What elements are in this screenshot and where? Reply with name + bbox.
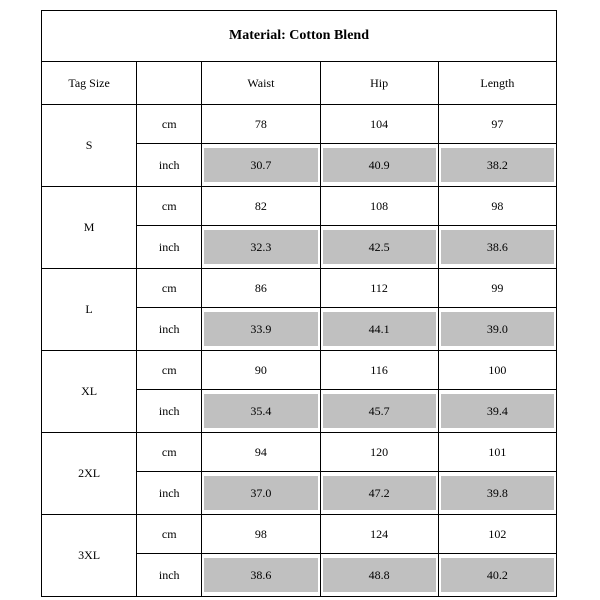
unit-cm-cell: cm xyxy=(137,105,202,144)
length-inch-cell xyxy=(438,554,556,597)
waist-inch-value: 37.0 xyxy=(204,476,317,510)
length-cm-value: 101 xyxy=(438,433,556,472)
waist-inch-value: 38.6 xyxy=(204,558,317,592)
tag-size-cell: XL xyxy=(42,351,137,433)
tag-size-cell: 2XL xyxy=(42,433,137,515)
length-inch-cell xyxy=(438,144,556,187)
hip-inch-value: 45.7 xyxy=(323,394,436,428)
unit-cm-cell: cm xyxy=(137,515,202,554)
waist-inch-cell xyxy=(202,390,320,433)
unit-inch-cell: inch xyxy=(137,308,202,351)
tag-size-cell: S xyxy=(42,105,137,187)
hip-inch-cell xyxy=(320,144,438,187)
header-length: Length xyxy=(438,62,556,105)
size-row-cm xyxy=(42,105,557,144)
hip-inch-value: 42.5 xyxy=(323,230,436,264)
unit-inch-cell: inch xyxy=(137,226,202,269)
hip-cm-value: 124 xyxy=(320,515,438,554)
hip-cm-value: 108 xyxy=(320,187,438,226)
waist-inch-cell xyxy=(202,144,320,187)
length-cm-value: 99 xyxy=(438,269,556,308)
length-cm-value: 97 xyxy=(438,105,556,144)
hip-inch-cell xyxy=(320,554,438,597)
waist-inch-cell xyxy=(202,472,320,515)
length-cm-value: 102 xyxy=(438,515,556,554)
tag-size-cell: 3XL xyxy=(42,515,137,597)
length-inch-value: 39.8 xyxy=(441,476,554,510)
length-inch-value: 40.2 xyxy=(441,558,554,592)
size-row-cm xyxy=(42,433,557,472)
hip-inch-cell xyxy=(320,472,438,515)
hip-cm-value: 112 xyxy=(320,269,438,308)
unit-inch-cell: inch xyxy=(137,472,202,515)
hip-cm-value: 104 xyxy=(320,105,438,144)
unit-inch-cell: inch xyxy=(137,554,202,597)
tag-size-cell: M xyxy=(42,187,137,269)
header-tag-size: Tag Size xyxy=(42,62,137,105)
waist-cm-value: 78 xyxy=(202,105,320,144)
hip-inch-cell xyxy=(320,226,438,269)
hip-inch-cell xyxy=(320,308,438,351)
length-inch-value: 38.6 xyxy=(441,230,554,264)
hip-cm-value: 116 xyxy=(320,351,438,390)
waist-cm-value: 82 xyxy=(202,187,320,226)
hip-cm-value: 120 xyxy=(320,433,438,472)
hip-inch-cell xyxy=(320,390,438,433)
waist-inch-value: 32.3 xyxy=(204,230,317,264)
length-inch-cell xyxy=(438,226,556,269)
waist-inch-value: 35.4 xyxy=(204,394,317,428)
table-title: Material: Cotton Blend xyxy=(42,11,557,62)
waist-cm-value: 86 xyxy=(202,269,320,308)
waist-cm-value: 98 xyxy=(202,515,320,554)
length-cm-value: 100 xyxy=(438,351,556,390)
unit-inch-cell: inch xyxy=(137,390,202,433)
waist-cm-value: 94 xyxy=(202,433,320,472)
unit-cm-cell: cm xyxy=(137,269,202,308)
header-waist: Waist xyxy=(202,62,320,105)
waist-inch-cell xyxy=(202,308,320,351)
length-inch-value: 39.0 xyxy=(441,312,554,346)
unit-cm-cell: cm xyxy=(137,351,202,390)
hip-inch-value: 44.1 xyxy=(323,312,436,346)
unit-cm-cell: cm xyxy=(137,433,202,472)
length-inch-cell xyxy=(438,390,556,433)
waist-cm-value: 90 xyxy=(202,351,320,390)
size-chart-table xyxy=(41,10,557,597)
size-row-cm xyxy=(42,351,557,390)
header-hip: Hip xyxy=(320,62,438,105)
waist-inch-value: 30.7 xyxy=(204,148,317,182)
length-inch-cell xyxy=(438,308,556,351)
hip-inch-value: 48.8 xyxy=(323,558,436,592)
size-row-cm xyxy=(42,515,557,554)
length-inch-value: 39.4 xyxy=(441,394,554,428)
title-row xyxy=(42,11,557,62)
waist-inch-value: 33.9 xyxy=(204,312,317,346)
length-inch-cell xyxy=(438,472,556,515)
tag-size-cell: L xyxy=(42,269,137,351)
header-row xyxy=(42,62,557,105)
size-row-cm xyxy=(42,187,557,226)
waist-inch-cell xyxy=(202,554,320,597)
length-cm-value: 98 xyxy=(438,187,556,226)
header-unit xyxy=(137,62,202,105)
length-inch-value: 38.2 xyxy=(441,148,554,182)
hip-inch-value: 40.9 xyxy=(323,148,436,182)
size-row-cm xyxy=(42,269,557,308)
hip-inch-value: 47.2 xyxy=(323,476,436,510)
unit-cm-cell: cm xyxy=(137,187,202,226)
unit-inch-cell: inch xyxy=(137,144,202,187)
waist-inch-cell xyxy=(202,226,320,269)
